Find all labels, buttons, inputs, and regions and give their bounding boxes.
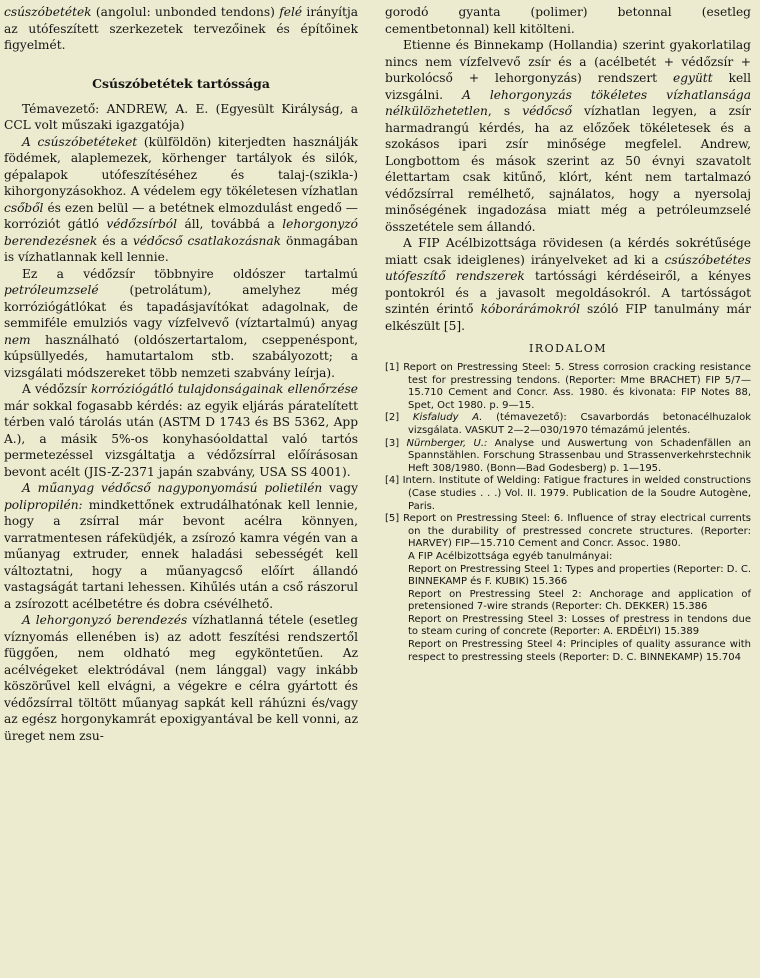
text-run: (külföldön) kiterjedten használják födémek, alaplemezek, körhenger tartályok és silók, gépalapok utófeszítéséhez és talaj-(szikla-) kihorgonyzásokhoz. A védelem egy tökéletesen vízhatlan [4,134,358,198]
italic-text: csúszóbetétek [4,5,92,19]
italic-text: védőcső [522,104,572,118]
italic-text: lehorgonyzó berendezésnek [4,217,358,248]
sub-reference-item: Report on Prestressing Steel 4: Principles of quality assurance with respect to prestressing steels (Reporter: D. C. BINNEKAMP) 15.704 [408,639,751,663]
paragraph [4,101,358,134]
italic-text: A lehorgonyzás tökéletes vízhatlansága nélkülözhetetlen [385,87,751,118]
text-run: kell vizsgálni. [385,71,751,102]
references-heading: IRODALOM [529,342,607,355]
reference-text: Report on Prestressing Steel: 6. Influence of stray electrical currents on the durability of prestressed concrete structures. (Reporter: HARVEY) FIP—15.710 Cement and Concr. Assoc. 1980. [403,513,751,550]
paragraph [4,480,358,612]
reference-text: Report on Prestressing Steel: 5. Stress corrosion cracking resistance test for prestressing tendons. (Reporter: Mme BRACHET) FIP 5/7—15.710 Cement and Concr. Ass. 1980. és kivonata: FIP Notes 88, Spet, Oct 1980. p. 9—15. [403,362,751,411]
paragraph [4,134,358,266]
sub-reference-item: Report on Prestressing Steel 1: Types and properties (Reporter: D. C. BINNEKAMP és F. KUBIK) 15.366 [408,563,752,588]
text-run: tartóssági kérdéseiről, a kényes pontokról és a javasolt megoldásokról. A tartósságot szintén érintő [385,269,751,316]
text-run: használható (oldószertartalom, cseppenéspont, kúpsüllyedés, hamutartalom stb. szabályozott; a vizsgálati módszereket több nemzeti szabvány leírja). [4,332,358,380]
text-run: és a [97,233,133,248]
italic-text: petróleumzselé [4,283,99,297]
paragraph [4,4,358,54]
italic-text: védőcső csatlakozásnak [132,233,282,248]
text-run: szóló FIP tanulmány már elkészült [5]. [385,302,751,333]
reference-item [385,513,751,551]
reference-item [385,412,751,437]
paragraph [385,235,751,334]
paragraph [385,4,751,37]
text-run: és ezen belül — a betétnek elmozdulást engedő — korróziót gátló [4,200,358,231]
text-run: Ez a védőzsír többnyire oldószer tartalmú [22,266,358,281]
reference-number: [1] [385,362,400,373]
text-run: Etienne és Binnekamp (Hollandia) szerint gyakorlatilag nincs nem vízfelvevő zsír és a (acélbetét + védőzsír + burkolócső + lehorgonyzás) rendszert [385,38,751,85]
text-run: (angolul: unbonded tendons) [91,5,280,19]
paragraph [4,266,358,382]
text-run: már sokkal fogasabb kérdés: az egyik eljárás páratelített térben való tárolás után (ASTM D 1743 és BS 5362, App A.), a másik 5%-os konyhasóoldattal való tartós permetezéssel vizsgáltatja a védőzsírral előírásosan bevont acélt (JIS-Z-2371 japán szabvány, USA SS 4001). [4,398,358,479]
left-column [4,4,358,744]
sub-reference-item: Report on Prestressing Steel 2: Anchorage and application of pretensioned 7-wire strands (Reporter: Ch. DEKKER) 15.386 [408,588,751,613]
italic-text: kóborárámokról [480,302,580,316]
text-run: A FIP Acélbizottsága rövidesen (a kérdés sokrétűsége miatt csak ideiglenes) irányelveket ad ki a [385,236,751,267]
right-column [385,4,751,664]
reference-text: (témavezető): Csavarbordás betonacélhuzalok vizsgálata. VASKUT 2—2—030/1970 témazámú jelentés. [408,412,751,436]
text-run: vízhatlan legyen, a zsír harmadrangú kérdés, ha az előzőek tökéletesek és a szokásos ipari zsír minősége megfelel. Andrew, Longbottom és mások szerint az 50 évnyi szavatolt élettartam csak kitűnő, klórt, ként nem tartalmazó védőzsírral remélhető, sajnálatos, hogy a nyersolaj minőségének ingadozása miatt még a petróleumzselé összetétele sem állandó. [385,104,751,234]
text-run: Témavezető: ANDREW, A. E. (Egyesült Királyság, a CCL volt műszaki igazgatója) [4,101,358,132]
text-run: mindkettőnek extrudálhatónak kell lennie, hogy a zsírral már bevont acélra könnyen, varratmentesen ráfeküdjék, a zsírozó kamra végén van a műanyag extruder, ennek haladási sebességét kell változtatni, hogy a műanyagcső előírt állandó vastagságát tartani lehessen. Kihűlés után a cső rászorul a zsírozott acélbetétre és dobra csévélhető. [4,497,358,611]
italic-text: A lehorgonyzó berendezés [22,613,188,627]
section-heading: Csúszóbetétek tartóssága [92,75,270,91]
text-run: (petrolátum), amelyhez még korróziógátlókat és tapadásjavítókat adagolnak, de semmiféle emulziós vagy vízfelvevő (víztartalmú) anyag [4,283,358,330]
text-run: önmagában is vízhatlannak kell lennie. [4,233,358,264]
reference-author: Nürnberger, U.: [406,437,488,449]
reference-author: Kisfaludy A. [412,412,483,424]
reference-text: Analyse und Auswertung von Schadenfällen an Spannstählen. Forschung Strassenbau und Strassenverkehrstechnik Heft 308/1980. (Bonn—Bad Godesberg) p. 1—195. [408,437,752,474]
paragraph [4,381,358,480]
reference-item [385,438,751,476]
italic-text: csúszóbetétes utófeszítő rendszerek [385,252,751,283]
reference-number: [3] [385,437,400,449]
italic-text: A műanyag védőcső nagyponyomású polietilén [22,481,323,495]
reference-number: [2] [385,412,400,424]
reference-item [385,475,751,513]
italic-text: korróziógátló tulajdonságainak ellenőrzése [90,382,358,396]
italic-text: csőből [4,200,44,215]
reference-text: Intern. Institute of Welding: Fatigue fractures in welded constructions (Case studies . . .) Vol. II. 1979. Publication de la Soudre Autogène, Paris. [402,475,752,512]
italic-text: felé [279,5,303,19]
italic-text: A csúszóbetéteket [22,134,138,149]
text-run: áll, továbbá a [177,217,283,231]
sub-reference-item: Report on Prestressing Steel 3: Losses of prestress in tendons due to steam curing of concrete (Reporter: A. ERDÉLYI) 15.389 [408,613,751,638]
italic-text: védőzsírból [106,217,178,231]
paragraph [4,612,358,744]
text-run: vagy [322,481,358,495]
italic-text: polipropilén: [4,497,83,512]
italic-text: nem [4,332,31,347]
reference-number: [5] [385,513,400,525]
reference-number: [4] [385,475,400,487]
text-run: gorodó gyanta (polimer) betonnal (esetleg cementbetonnal) kell kitölteni. [385,5,751,36]
reference-list [385,362,751,551]
text-run: vízhatlanná tétele (esetleg víznyomás ellenében is) az adott feszítési rendszertől függően, nem oldható meg egyköntetűen. Az acélvégeket elektródával (nem lánggal) vagy inkább köszörűvel kell elvágni, a végekre e célra gyártott és védőzsírral töltött műanyag sapkát kell ráhúzni és/vagy az egész horgonykamrát epoxigyantával be kell vonni, az üreget nem zsu- [4,613,358,743]
text-run: irányítja az utófeszített szerkezetek tervezőinek és építőinek figyelmét. [4,5,358,52]
sub-reference-heading: A FIP Acélbizottsága egyéb tanulmányai: [408,550,613,562]
text-run: , s [487,104,523,118]
paragraph [385,37,751,235]
reference-item [385,362,751,412]
italic-text: együtt [673,71,713,85]
text-run: A védőzsír [22,382,91,396]
